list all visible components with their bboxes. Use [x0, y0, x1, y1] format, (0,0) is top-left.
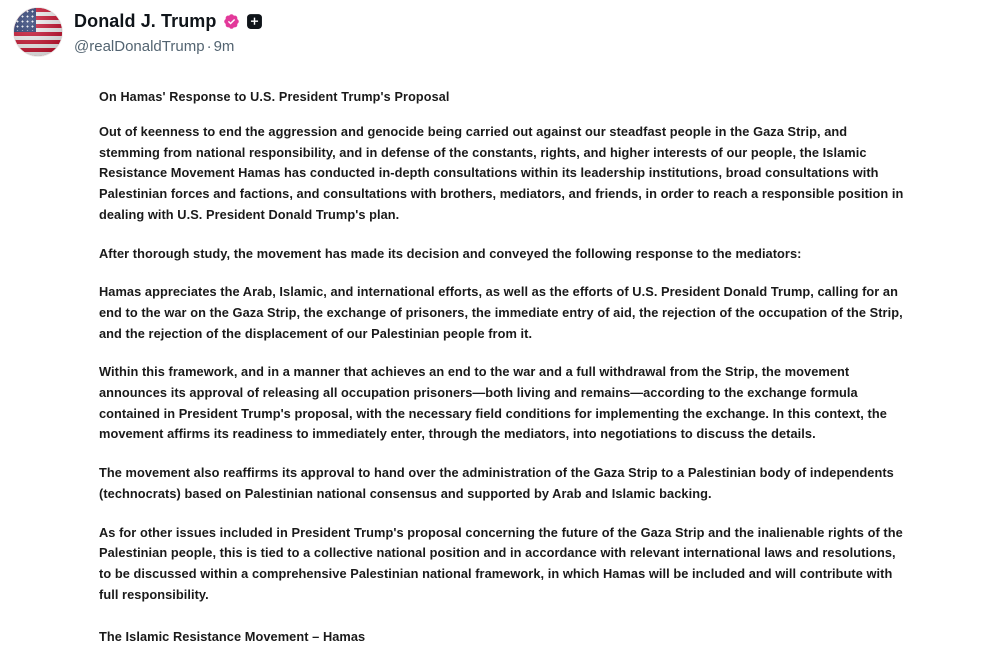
- statement-paragraph: The movement also reaffirms its approval to hand over the administration of the Gaza Strip to a Palestinian body of independents (technocrats) based on Palestinian national consensus and supported by Arab and Islamic backing.: [99, 465, 894, 501]
- statement-paragraph: Within this framework, and in a manner that achieves an end to the war and a full withdrawal from the Strip, the movement announces its approval of releasing all occupation prisoners—both living and remains—according to the exchange formula contained in President Trump's proposal, with the necessary field conditions for implementing the exchange. In this context, the movement affirms its readiness to immediately enter, through the mediators, into negotiations to discuss the details.: [99, 364, 887, 442]
- post-header: [0, 0, 985, 56]
- statement-title: On Hamas' Response to U.S. President Trump's Proposal: [99, 90, 450, 104]
- post-timestamp[interactable]: 9m: [213, 37, 235, 55]
- avatar-shading: [14, 8, 62, 56]
- statement-paragraph: As for other issues included in President Trump's proposal concerning the future of the Gaza Strip and the inalienable rights of the Palestinian people, this is tied to a collective national position and in accordance with relevant international laws and resolutions, to be discussed within a comprehensive Palestinian national framework, in which Hamas will be included and will contribute with full responsibility.: [99, 524, 903, 602]
- statement-paragraph: Hamas appreciates the Arab, Islamic, and international efforts, as well as the efforts of U.S. President Donald Trump, calling for an end to the war on the Gaza Strip, the exchange of prisoners, the immediate entry of aid, the rejection of the occupation of the Strip, and the rejection of the displacement of our Palestinian people from it.: [99, 284, 903, 341]
- author-name-row: [74, 10, 263, 33]
- author-display-name[interactable]: Donald J. Trump: [74, 11, 217, 31]
- statement-content: [0, 72, 985, 645]
- plus-badge-icon[interactable]: [246, 13, 263, 30]
- author-meta-row: [74, 38, 263, 57]
- statement-image[interactable]: [0, 72, 985, 645]
- author-block: [74, 8, 263, 56]
- avatar[interactable]: [14, 8, 62, 56]
- verified-badge-icon[interactable]: [223, 13, 240, 30]
- statement-paragraph: Out of keenness to end the aggression and genocide being carried out against our steadfast people in the Gaza Strip, and stemming from national responsibility, and in defense of the constants, rights, and higher interests of our people, the Islamic Resistance Movement Hamas has conducted in-depth consultations within its leadership institutions, broad consultations with Palestinian forces and factions, and consultations with brothers, mediators, and friends, in order to reach a responsible position in dealing with U.S. President Donald Trump's plan.: [99, 124, 904, 222]
- meta-separator: ·: [206, 37, 212, 55]
- statement-paragraph: After thorough study, the movement has made its decision and conveyed the following response to the mediators:: [99, 245, 802, 261]
- author-handle[interactable]: @realDonaldTrump: [74, 37, 205, 55]
- statement-signature: The Islamic Resistance Movement – Hamas: [99, 629, 366, 645]
